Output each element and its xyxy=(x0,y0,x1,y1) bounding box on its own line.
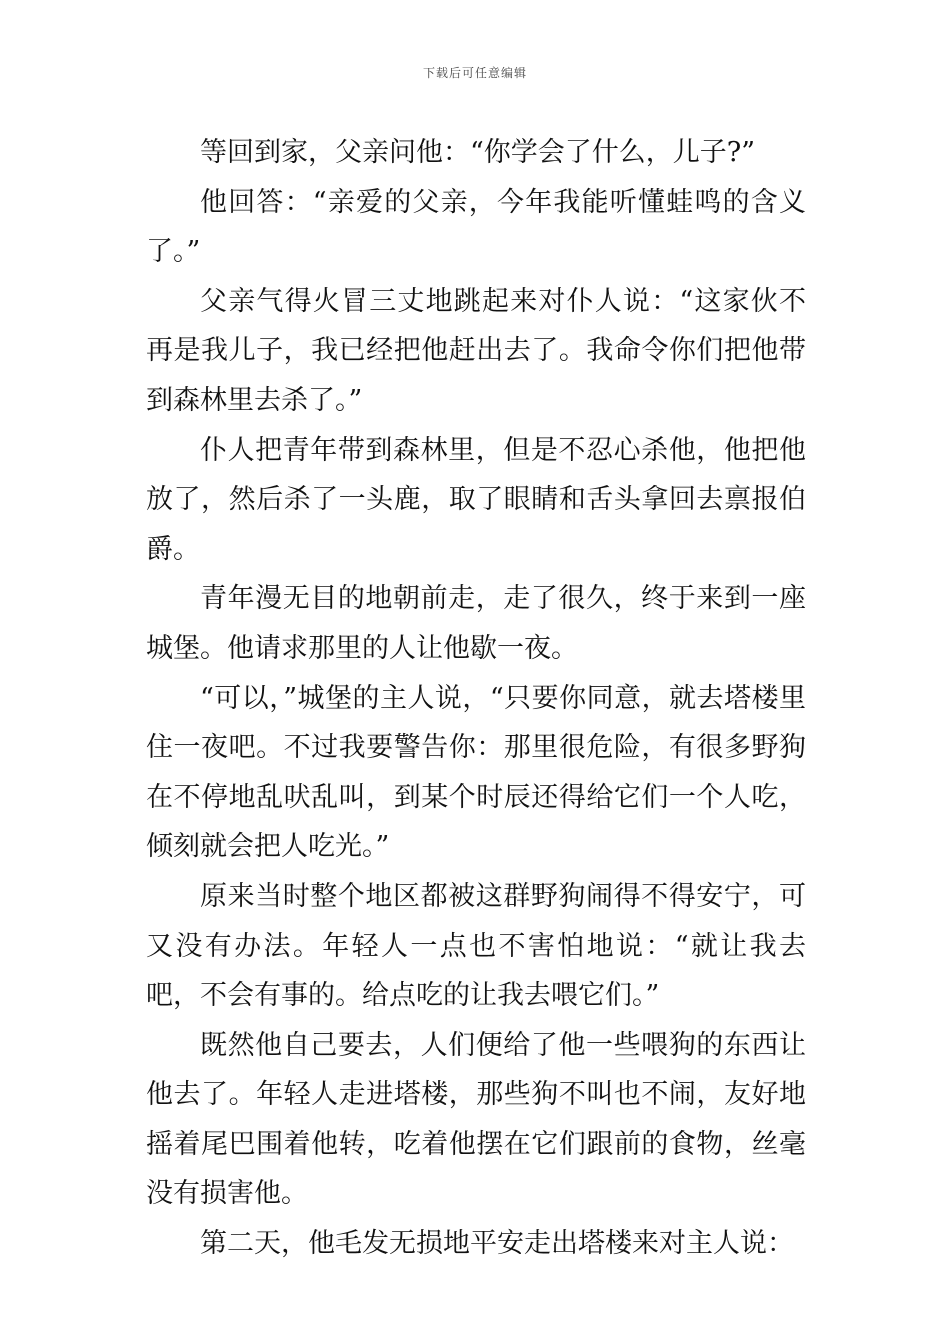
paragraph: 仆人把青年带到森林里，但是不忍心杀他，他把他放了，然后杀了一头鹿，取了眼睛和舌头拿回去禀报伯爵。 xyxy=(146,434,806,565)
paragraph: 父亲气得火冒三丈地跳起来对仆人说：“这家伙不再是我儿子，我已经把他赶出去了。我命令你们把他带到森林里去杀了。” xyxy=(146,285,806,416)
paragraph: 第二天，他毛发无损地平安走出塔楼来对主人说： xyxy=(200,1228,794,1260)
page-header: 下载后可任意编辑 xyxy=(422,66,527,80)
document-body xyxy=(146,128,806,1269)
paragraph: 青年漫无目的地朝前走，走了很久，终于来到一座城堡。他请求那里的人让他歇一夜。 xyxy=(146,583,806,664)
paragraph: 既然他自己要去，人们便给了他一些喂狗的东西让他去了。年轻人走进塔楼，那些狗不叫也不闹，友好地摇着尾巴围着他转，吃着他摆在它们跟前的食物，丝毫没有损害他。 xyxy=(146,1029,806,1210)
paragraph: 他回答：“亲爱的父亲，今年我能听懂蛙鸣的含义了。” xyxy=(146,186,806,268)
paragraph: 等回到家，父亲问他：“你学会了什么，儿子?” xyxy=(200,137,756,168)
paragraph: “可以，”城堡的主人说，“只要你同意，就去塔楼里住一夜吧。不过我要警告你：那里很危险，有很多野狗在不停地乱吠乱叫，到某个时辰还得给它们一个人吃，倾刻就会把人吃光。” xyxy=(146,682,806,863)
paragraph: 原来当时整个地区都被这群野狗闹得不得安宁，可又没有办法。年轻人一点也不害怕地说：“就让我去吧，不会有事的。给点吃的让我去喂它们。” xyxy=(146,880,806,1012)
